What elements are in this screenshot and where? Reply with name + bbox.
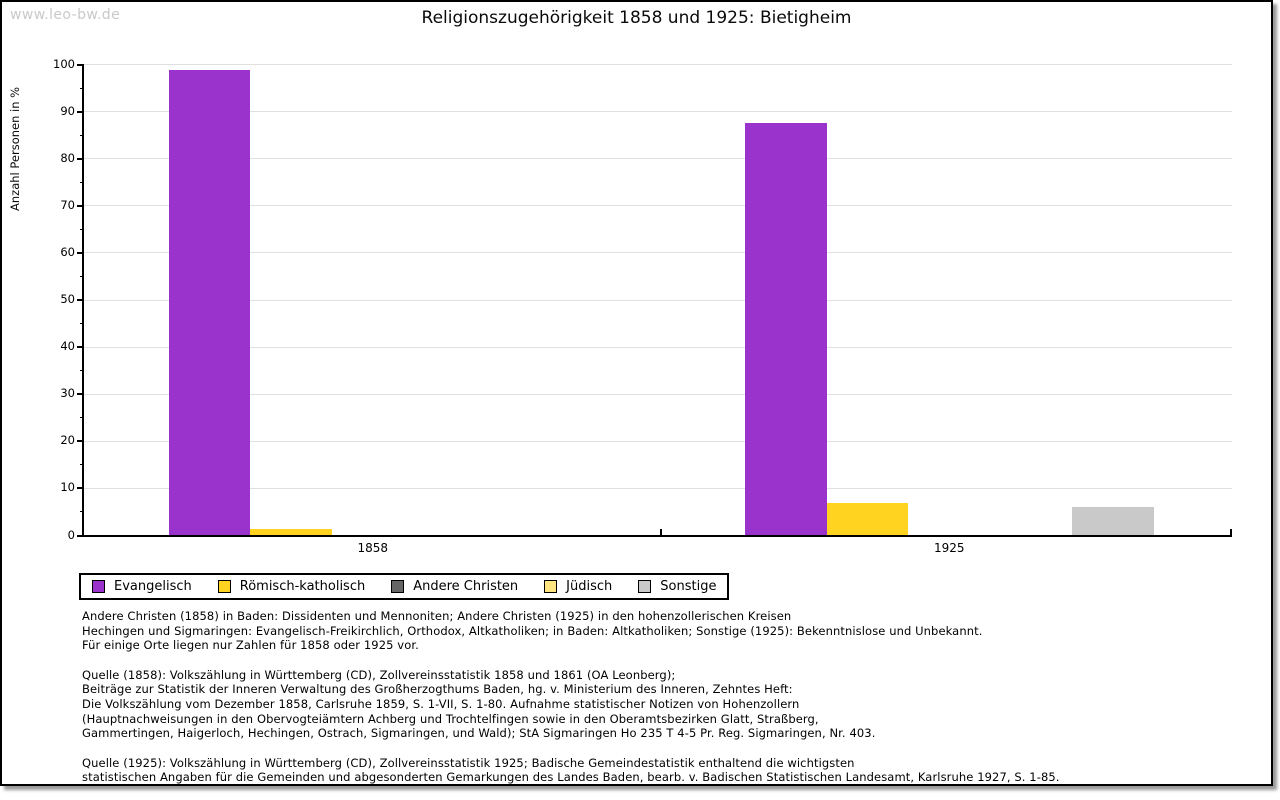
note-block-3: [82, 756, 1060, 785]
bar-1925-r-misch-katholisch: [827, 503, 908, 535]
y-axis-tick-label-60: 60: [60, 244, 75, 259]
legend-swatch-andere-christen: [391, 580, 404, 593]
note-line: Für einige Orte liegen nur Zahlen für 1858 oder 1925 vor.: [82, 638, 419, 653]
gridline-60: [84, 252, 1232, 253]
gridline-90: [84, 111, 1232, 112]
legend-item-sonstige: [638, 579, 716, 594]
y-axis-tick-label-0: 0: [67, 527, 75, 542]
x-axis-end-tick: [1230, 529, 1232, 535]
gridline-70: [84, 205, 1232, 206]
y-axis-tick-label-10: 10: [60, 480, 75, 495]
legend: [79, 573, 729, 600]
x-axis-category-label-1858: 1858: [357, 541, 389, 555]
gridline-40: [84, 347, 1232, 348]
gridline-80: [84, 158, 1232, 159]
y-axis-tick-label-50: 50: [60, 292, 75, 306]
legend-swatch-j-disch: [544, 580, 557, 593]
note-block-1: [82, 609, 1060, 653]
legend-swatch-r-misch-katholisch: [218, 580, 231, 593]
note-block-2: [82, 668, 1060, 741]
legend-label: Andere Christen: [413, 579, 519, 594]
gridline-100: [84, 64, 1232, 65]
y-axis-tick-label-30: 30: [60, 386, 75, 401]
watermark: www.leo-bw.de: [10, 7, 121, 23]
legend-swatch-evangelisch: [92, 580, 105, 593]
bar-1925-evangelisch: [745, 123, 827, 535]
gridline-30: [84, 394, 1232, 395]
note-line: statistischen Angaben für die Gemeinden und abgesonderten Gemarkungen des Landes Baden, bearb. v. Badischen Statistischen Landesamt, Karlsruhe 1927, S. 1-85.: [82, 770, 1060, 785]
legend-label: Römisch-katholisch: [239, 579, 366, 594]
x-axis-line: [82, 535, 1232, 537]
gridline-20: [84, 441, 1232, 442]
legend-label: Evangelisch: [114, 579, 192, 594]
legend-item-j-disch: [544, 579, 612, 594]
note-line: Quelle (1925): Volkszählung in Württemberg (CD), Zollvereinsstatistik 1925; Badische Gemeindestatistik enthaltend die wichtigsten: [82, 755, 855, 770]
legend-item-evangelisch: [92, 579, 192, 594]
y-axis-tick-label-90: 90: [60, 103, 75, 118]
footnotes: [82, 609, 1060, 800]
note-line: Hechingen und Sigmaringen: Evangelisch-Freikirchlich, Orthodox, Altkatholiken; in Baden: Altkatholiken; Sonstige (1925): Bekenntnislose und Unbekannt.: [82, 623, 983, 638]
legend-swatch-sonstige: [638, 580, 651, 593]
y-axis-line: [82, 64, 84, 537]
y-axis-tick-label-20: 20: [60, 433, 75, 448]
y-axis-tick-label-40: 40: [60, 339, 75, 354]
note-line: Quelle (1858): Volkszählung in Württemberg (CD), Zollvereinsstatistik 1858 und 1861 (OA Leonberg);: [82, 667, 676, 682]
y-axis-tick-label-80: 80: [60, 150, 75, 165]
x-axis-category-label-1925: 1925: [933, 541, 965, 555]
legend-item-andere-christen: [391, 579, 518, 594]
bar-1858-evangelisch: [169, 70, 250, 535]
y-axis-title: Anzahl Personen in %: [8, 86, 22, 211]
bar-1925-sonstige: [1072, 507, 1154, 535]
note-line: Gammertingen, Haigerloch, Hechingen, Ostrach, Sigmaringen, und Wald); StA Sigmaringen Ho 235 T 4-5 Pr. Reg. Sigmaringen, Nr. 403.: [82, 726, 876, 741]
note-line: Die Volkszählung vom Dezember 1858, Carlsruhe 1859, S. 1-VII, S. 1-80. Aufnahme statistischer Notizen von Hohenzollern: [82, 696, 800, 711]
legend-item-r-misch-katholisch: [218, 579, 365, 594]
gridline-50: [84, 300, 1232, 301]
bar-1858-r-misch-katholisch: [250, 529, 332, 535]
y-axis-tick-label-70: 70: [60, 197, 75, 212]
gridline-10: [84, 488, 1232, 489]
legend-label: Sonstige: [660, 579, 717, 594]
y-axis-tick-label-100: 100: [53, 56, 75, 71]
legend-label: Jüdisch: [566, 579, 613, 594]
note-line: Beiträge zur Statistik der Inneren Verwaltung des Großherzogthums Baden, hg. v. Ministerium des Inneren, Zehntes Heft:: [82, 682, 793, 697]
note-line: (Hauptnachweisungen in den Obervogteiämtern Achberg und Trochtelfingen sowie in den Oberamtsbezirken Glatt, Straßberg,: [82, 711, 819, 726]
chart-title: Religionszugehörigkeit 1858 und 1925: Bietigheim: [421, 8, 852, 28]
note-line: Andere Christen (1858) in Baden: Dissidenten und Mennoniten; Andere Christen (1925) in den hohenzollerischen Kreisen: [82, 609, 792, 623]
x-axis-divider-tick: [660, 529, 662, 535]
